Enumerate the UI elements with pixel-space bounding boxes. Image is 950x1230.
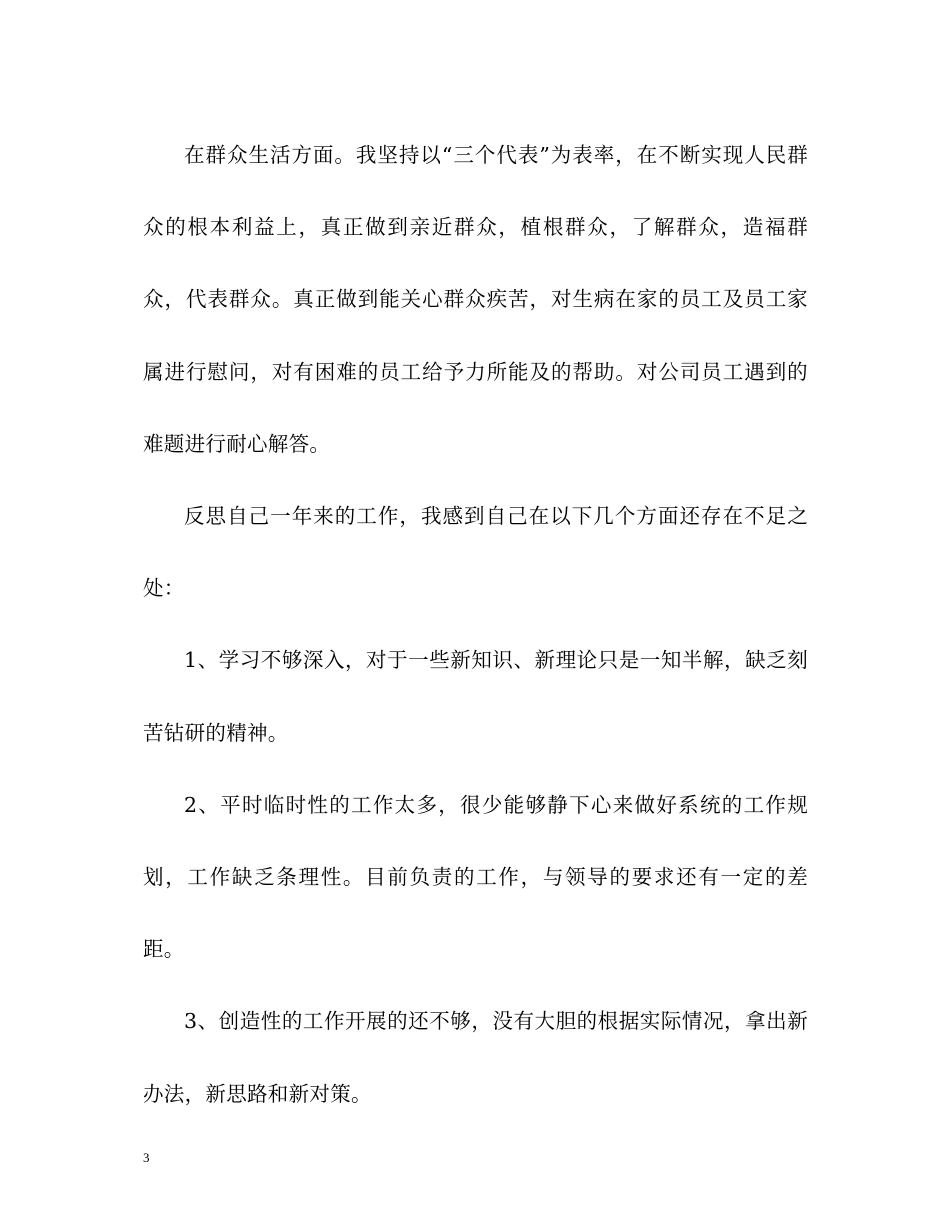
paragraph-shortcoming-3: 3、创造性的工作开展的还不够，没有大胆的根据实际情况，拿出新办法，新思路和新对策。 — [143, 1009, 808, 1106]
page-number: 3 — [143, 1150, 150, 1165]
paragraph-shortcoming-1: 1、学习不够深入，对于一些新知识、新理论只是一知半解，缺乏刻苦钻研的精神。 — [143, 648, 808, 745]
body-text — [143, 119, 808, 1130]
paragraph-mass-life: 在群众生活方面。我坚持以“三个代表”为表率，在不断实现人民群众的根本利益上，真正做到亲近群众，植根群众，了解群众，造福群众，代表群众。真正做到能关心群众疾苦，对生病在家的员工及员工家属进行慰问，对有困难的员工给予力所能及的帮助。对公司员工遇到的难题进行耐心解答。 — [143, 143, 808, 456]
paragraph-reflection: 反思自己一年来的工作，我感到自己在以下几个方面还存在不足之处： — [143, 504, 808, 601]
paragraph-shortcoming-2: 2、平时临时性的工作太多，很少能够静下心来做好系统的工作规划，工作缺乏条理性。目前负责的工作，与领导的要求还有一定的差距。 — [143, 792, 808, 962]
